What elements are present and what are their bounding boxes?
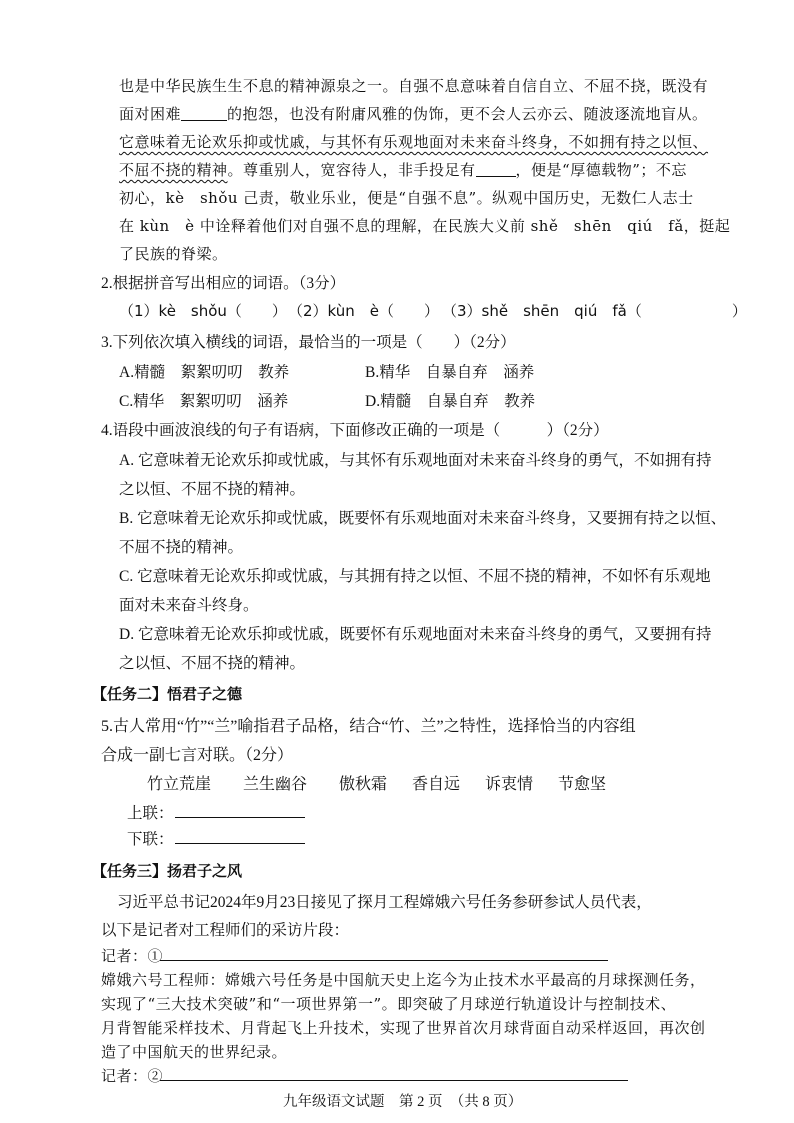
engineer-answer-line-1: 嫦娥六号工程师：嫦娥六号任务是中国航天史上迄今为止技术水平最高的月球探测任务， xyxy=(101,971,706,989)
question-2-prompt: 2.根据拼音写出相应的词语。（3分） xyxy=(101,275,346,292)
question-4-option-d-line-2[interactable]: 之以恒、不屈不挠的精神。 xyxy=(119,655,306,672)
question-4-option-d-line-1[interactable]: D. 它意味着无论欢乐抑或忧戚，既要怀有乐观地面对未来奋斗终身的勇气，又要拥有持 xyxy=(119,626,712,643)
question-2-item-2[interactable]: （2）kùn è（ ） xyxy=(288,302,440,320)
reporter-answer-line-2[interactable] xyxy=(160,1080,628,1081)
question-4-option-b-line-2[interactable]: 不屈不挠的精神。 xyxy=(119,539,244,556)
passage-text: 面对困难 xyxy=(119,105,182,123)
lower-couplet-answer-line[interactable] xyxy=(175,843,305,844)
passage-line-3 xyxy=(119,131,708,152)
passage-text: ，便是“厚德载物”；不忘 xyxy=(515,161,687,179)
reporter-answer-line-1[interactable] xyxy=(160,960,608,961)
passage-line-7: 了民族的脊梁。 xyxy=(119,245,228,263)
answer-blank-2[interactable] xyxy=(476,162,516,177)
question-5-prompt-line-1: 5.古人常用“竹”“兰”喻指君子品格，结合“竹、兰”之特性，选择恰当的内容组 xyxy=(101,718,636,735)
question-3-option-c[interactable]: C.精华 絮絮叨叨 涵养 xyxy=(119,393,289,410)
passage-line-1: 也是中华民族生生不息的精神源泉之一。自强不息意味着自信自立、不屈不挠，既没有 xyxy=(119,77,709,95)
question-5-prompt-line-2: 合成一副七言对联。（2分） xyxy=(101,747,294,764)
passage-text: 。尊重别人，宽容待人，非手投足有 xyxy=(227,161,476,179)
passage-line-6: 在 kùn è 中诠释着他们对自强不息的理解，在民族大义前 shě shēn qiú fǎ，挺起 xyxy=(119,217,731,235)
task-3-heading: 【任务三】扬君子之风 xyxy=(92,862,243,880)
upper-couplet-answer-line[interactable] xyxy=(175,817,305,818)
intro-line-2: 以下是记者对工程师们的采访片段： xyxy=(101,922,350,939)
passage-text: 的抱怨，也没有附庸风雅的伪饰，更不会人云亦云、随波逐流地盲从。 xyxy=(227,105,708,123)
passage-line-4 xyxy=(119,159,687,180)
reporter-question-1: 记者：① xyxy=(101,947,164,965)
engineer-answer-line-4: 造了中国航天的世界纪录。 xyxy=(101,1043,288,1061)
question-2-item-3[interactable]: （3）shě shēn qiú fǎ（ ） xyxy=(442,302,747,320)
question-3-prompt: 3.下列依次填入横线的词语，最恰当的一项是（ ）（2分） xyxy=(101,334,516,351)
lower-couplet-label: 下联： xyxy=(127,831,174,848)
couplet-option: 节愈坚 xyxy=(558,776,607,793)
question-4-option-b-line-1[interactable]: B. 它意味着无论欢乐抑或忧戚，既要怀有乐观地面对未来奋斗终身，又要拥有持之以恒、 xyxy=(119,510,727,527)
page-footer: 九年级语文试题 第 2 页 （共 8 页） xyxy=(283,1094,523,1110)
question-4-option-a-line-2[interactable]: 之以恒、不屈不挠的精神。 xyxy=(119,481,306,498)
passage-line-2 xyxy=(119,103,708,124)
wavy-underlined-sentence: 不屈不挠的精神 xyxy=(119,161,228,179)
task-2-heading: 【任务二】悟君子之德 xyxy=(92,685,243,703)
couplet-option: 香自远 xyxy=(412,776,461,793)
question-4-option-c-line-2[interactable]: 面对未来奋斗终身。 xyxy=(119,597,259,614)
upper-couplet-label: 上联： xyxy=(127,805,174,822)
engineer-answer-line-3: 月背智能采样技术、月背起飞上升技术，实现了世界首次月球背面自动采样返回，再次创 xyxy=(101,1019,706,1037)
wavy-underlined-sentence: 它意味着无论欢乐抑或忧戚，与其怀有乐观地面对未来奋斗终身， xyxy=(119,133,569,151)
passage-line-5: 初心，kè shǒu 己责，敬业乐业，便是“自强不息”。纵观中国历史，无数仁人志士 xyxy=(119,189,694,207)
couplet-option: 诉衷情 xyxy=(485,776,534,793)
wavy-underlined-sentence: 不如拥有持之以恒、 xyxy=(568,133,709,151)
question-3-option-b[interactable]: B.精华 自暴自弃 涵养 xyxy=(365,364,535,381)
intro-line-1: 习近平总书记2024年9月23日接见了探月工程嫦娥六号任务参研参试人员代表， xyxy=(117,894,652,911)
question-3-option-a[interactable]: A.精髓 絮絮叨叨 教养 xyxy=(119,364,290,381)
answer-blank-1[interactable] xyxy=(181,106,227,121)
engineer-answer-line-2: 实现了“三大技术突破”和“一项世界第一”。即突破了月球逆行轨道设计与控制技术、 xyxy=(101,995,677,1013)
question-2-item-1[interactable]: （1）kè shǒu（ ） xyxy=(119,302,287,320)
question-4-option-c-line-1[interactable]: C. 它意味着无论欢乐抑或忧戚，与其拥有持之以恒、不屈不挠的精神，不如怀有乐观地 xyxy=(119,568,711,585)
reporter-question-2: 记者：② xyxy=(101,1067,164,1085)
question-4-prompt: 4.语段中画波浪线的句子有语病，下面修改正确的一项是（ ）（2分） xyxy=(101,422,609,439)
question-4-option-a-line-1[interactable]: A. 它意味着无论欢乐抑或忧戚，与其怀有乐观地面对未来奋斗终身的勇气，不如拥有持 xyxy=(119,452,712,469)
couplet-option: 兰生幽谷 xyxy=(243,776,308,793)
couplet-option: 竹立荒崖 xyxy=(147,776,212,793)
question-3-option-d[interactable]: D.精髓 自暴自弃 教养 xyxy=(365,393,536,410)
couplet-option: 傲秋霜 xyxy=(339,776,388,793)
